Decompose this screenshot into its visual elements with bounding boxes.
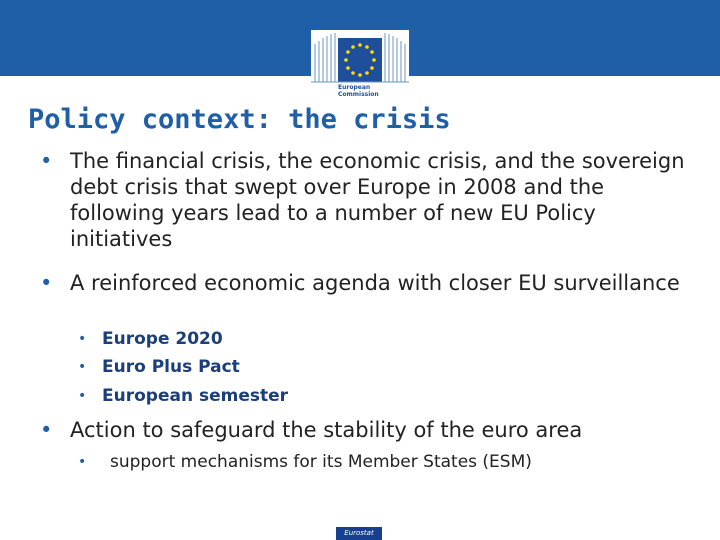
sub-bullet-marker: • [78, 331, 87, 347]
sub-bullet-marker: • [78, 388, 87, 404]
sub-bullet-marker: • [78, 454, 87, 470]
sub-bullet-text: Europe 2020 [102, 329, 223, 349]
eurostat-badge: Eurostat [336, 527, 382, 540]
slide-title: Policy context: the crisis [28, 104, 451, 135]
logo-label: European Commission [338, 84, 379, 98]
bullet-text: Action to safeguard the stability of the euro area [70, 418, 583, 442]
bullet-marker: • [40, 149, 53, 173]
bullet-text: A reinforced economic agenda with closer EU surveillance [70, 271, 680, 295]
sub-bullet-text: Euro Plus Pact [102, 357, 240, 377]
bullet-marker: • [40, 418, 53, 442]
sub-bullet-marker: • [78, 359, 87, 375]
bullet-text: The financial crisis, the economic crisis, and the sovereign debt crisis that swept over Europe in 2008 and the following years lead to a number of new EU Policy initiatives [70, 149, 685, 251]
sub-bullet-text: European semester [102, 386, 289, 406]
bullet-marker: • [40, 271, 53, 295]
sub-bullet-text: support mechanisms for its Member States (ESM) [110, 452, 532, 472]
